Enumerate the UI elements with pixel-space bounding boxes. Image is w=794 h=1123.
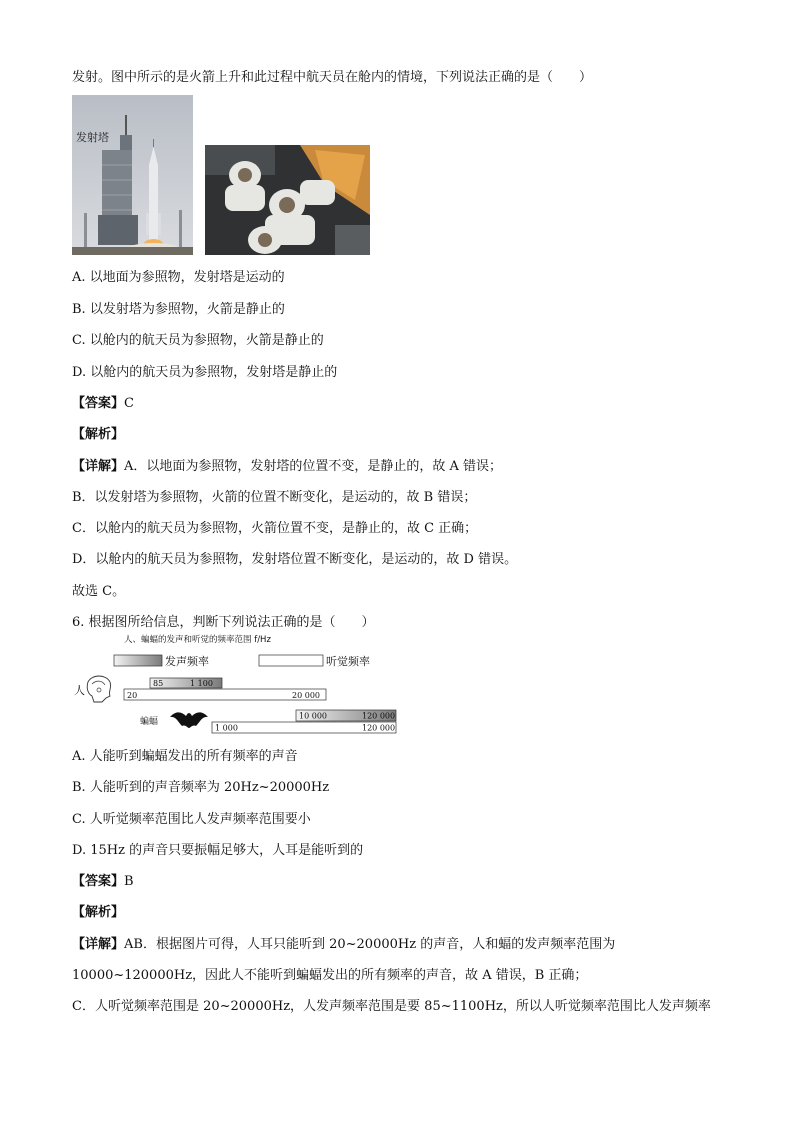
q5-analysis-tag bbox=[72, 423, 124, 442]
q5-detail-tag: 【详解】 bbox=[72, 459, 125, 474]
q6-answer: B bbox=[124, 874, 134, 889]
q5-answer-line bbox=[72, 392, 134, 411]
q6-answer-line bbox=[72, 870, 134, 889]
bat-hearing-max: 120 000 bbox=[362, 723, 396, 733]
bat-icon bbox=[170, 712, 208, 728]
series-human-label: 人 bbox=[74, 684, 85, 697]
legend-hearing-swatch bbox=[259, 655, 323, 666]
q5-conclusion: 故选 C。 bbox=[72, 584, 126, 599]
q5-detail-a-text: A．以地面为参照物，发射塔的位置不变，是静止的，故 A 错误； bbox=[124, 459, 503, 474]
human-hearing-min: 20 bbox=[127, 691, 138, 700]
q6-answer-tag: 【答案】 bbox=[72, 874, 125, 889]
legend-voice-swatch bbox=[114, 655, 162, 666]
launch-tower-illustration bbox=[72, 95, 193, 255]
q5-option-d: D. 以舱内的航天员为参照物，发射塔是静止的 bbox=[72, 365, 338, 380]
q5-option-c: C. 以舱内的航天员为参照物，火箭是静止的 bbox=[72, 333, 324, 348]
q6-option-a: A. 人能听到蝙蝠发出的所有频率的声音 bbox=[72, 749, 298, 764]
q6-stem: 6. 根据图所给信息，判断下列说法正确的是（ ） bbox=[72, 615, 375, 630]
q6-detail-ab bbox=[72, 933, 615, 952]
legend-voice-label: 发声频率 bbox=[165, 655, 209, 668]
q6-detail-tag: 【详解】 bbox=[72, 937, 125, 952]
astronauts-in-cabin-photo bbox=[205, 145, 370, 255]
q5-detail-d: D．以舱内的航天员为参照物，发射塔位置不断变化，是运动的，故 D 错误。 bbox=[72, 552, 518, 567]
q5-answer: C bbox=[124, 396, 134, 411]
q5-analysis-label: 【解析】 bbox=[72, 427, 125, 442]
q6-detail-ab-cont: 10000~120000Hz，因此人不能听到蝙蝠发出的所有频率的声音，故 A 错误，B 正确； bbox=[72, 968, 588, 983]
q6-option-c: C. 人听觉频率范围比人发声频率范围要小 bbox=[72, 812, 311, 827]
human-voice-max: 1 100 bbox=[190, 679, 213, 688]
q5-detail-c: C．以舱内的航天员为参照物，火箭位置不变，是静止的，故 C 正确； bbox=[72, 521, 478, 536]
human-hearing-max: 20 000 bbox=[292, 691, 320, 700]
frequency-range-chart bbox=[72, 632, 402, 737]
q6-option-b: B. 人能听到的声音频率为 20Hz~20000Hz bbox=[72, 780, 330, 795]
q5-detail-a bbox=[72, 455, 502, 474]
legend-hearing-label: 听觉频率 bbox=[326, 655, 370, 668]
q5-answer-tag: 【答案】 bbox=[72, 396, 125, 411]
bat-voice-max: 120 000 bbox=[362, 711, 396, 721]
chart-title: 人、蝙蝠的发声和听觉的频率范围 f/Hz bbox=[124, 635, 271, 645]
frequency-range-svg bbox=[72, 632, 402, 737]
human-head-icon bbox=[87, 676, 110, 702]
q6-detail-c: C．人听觉频率范围是 20~20000Hz，人发声频率范围是要 85~1100Hz，所以人听觉频率范围比人发声频率 bbox=[72, 999, 711, 1014]
q5-option-b: B. 以发射塔为参照物，火箭是静止的 bbox=[72, 302, 285, 317]
q5-detail-b: B．以发射塔为参照物，火箭的位置不断变化，是运动的，故 B 错误； bbox=[72, 490, 477, 505]
launch-tower-label: 发射塔 bbox=[76, 131, 109, 144]
q5-stem: 发射。图中所示的是火箭上升和此过程中航天员在舱内的情境，下列说法正确的是（ ） bbox=[72, 70, 593, 85]
launch-tower-photo bbox=[72, 95, 193, 255]
astronauts-illustration bbox=[205, 145, 370, 255]
bat-hearing-min: 1 000 bbox=[215, 723, 238, 733]
bat-voice-min: 10 000 bbox=[299, 711, 327, 721]
q6-detail-ab-text: AB．根据图片可得，人耳只能听到 20~20000Hz 的声音，人和蝠的发声频率范围为 bbox=[124, 937, 616, 952]
q5-option-a: A. 以地面为参照物，发射塔是运动的 bbox=[72, 270, 285, 285]
human-voice-min: 85 bbox=[153, 679, 164, 688]
q6-analysis-tag bbox=[72, 901, 124, 920]
q6-analysis-label: 【解析】 bbox=[72, 905, 125, 920]
series-bat-label: 蝙蝠 bbox=[140, 717, 159, 727]
q6-option-d: D. 15Hz 的声音只要振幅足够大，人耳是能听到的 bbox=[72, 843, 364, 858]
